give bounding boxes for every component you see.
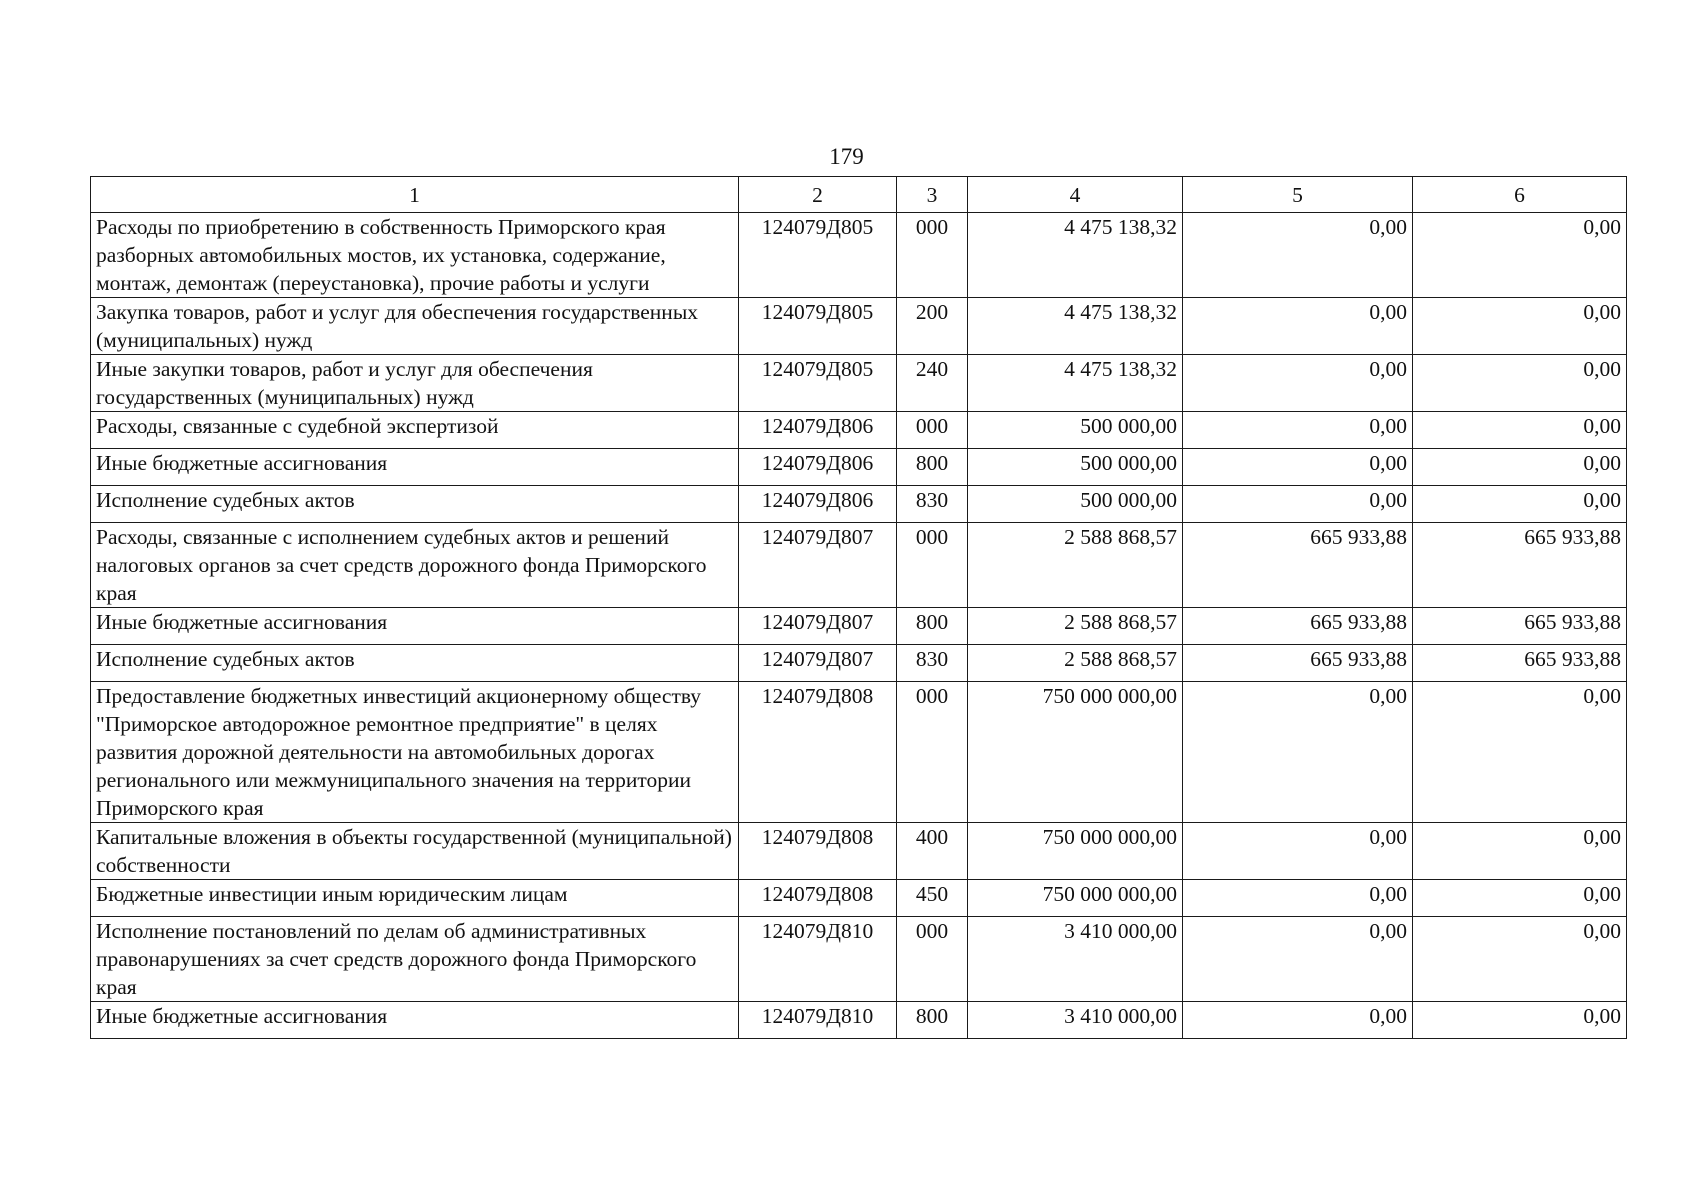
row-value-5: 0,00	[1183, 449, 1413, 486]
table-row	[91, 412, 1627, 449]
row-value-4: 2 588 868,57	[968, 608, 1183, 645]
row-value-5: 665 933,88	[1183, 645, 1413, 682]
page-number: 179	[829, 144, 864, 169]
row-value-5: 0,00	[1183, 486, 1413, 523]
row-kvr: 830	[897, 486, 968, 523]
budget-table	[90, 176, 1627, 1039]
table-row	[91, 1002, 1627, 1039]
row-name: Иные бюджетные ассигнования	[91, 449, 739, 486]
row-value-5: 0,00	[1183, 1002, 1413, 1039]
row-kvr: 000	[897, 523, 968, 608]
header-col-4: 4	[968, 177, 1183, 213]
row-name: Закупка товаров, работ и услуг для обеспечения государственных (муниципальных) нужд	[91, 298, 739, 355]
row-kvr: 000	[897, 682, 968, 823]
table-row	[91, 486, 1627, 523]
row-code: 124079Д806	[739, 486, 897, 523]
row-code: 124079Д808	[739, 682, 897, 823]
row-value-4: 3 410 000,00	[968, 1002, 1183, 1039]
row-name: Предоставление бюджетных инвестиций акционерному обществу "Приморское автодорожное ремонтное предприятие" в целях развития дорожной деятельности на автомобильных дорогах регионального или межмуниципального значения на территории Приморского края	[91, 682, 739, 823]
row-value-5: 0,00	[1183, 412, 1413, 449]
row-value-6: 0,00	[1413, 917, 1627, 1002]
row-name: Иные бюджетные ассигнования	[91, 608, 739, 645]
row-value-4: 500 000,00	[968, 449, 1183, 486]
row-kvr: 800	[897, 449, 968, 486]
row-kvr: 240	[897, 355, 968, 412]
row-code: 124079Д807	[739, 645, 897, 682]
row-value-5: 0,00	[1183, 880, 1413, 917]
header-col-2: 2	[739, 177, 897, 213]
row-value-6: 0,00	[1413, 355, 1627, 412]
row-kvr: 000	[897, 412, 968, 449]
row-code: 124079Д810	[739, 917, 897, 1002]
row-name: Исполнение судебных актов	[91, 486, 739, 523]
row-value-6: 0,00	[1413, 682, 1627, 823]
row-value-6: 0,00	[1413, 449, 1627, 486]
header-col-6: 6	[1413, 177, 1627, 213]
header-col-1: 1	[91, 177, 739, 213]
row-code: 124079Д805	[739, 355, 897, 412]
row-code: 124079Д808	[739, 823, 897, 880]
row-value-4: 500 000,00	[968, 486, 1183, 523]
row-value-5: 0,00	[1183, 213, 1413, 298]
row-value-4: 500 000,00	[968, 412, 1183, 449]
row-value-6: 0,00	[1413, 823, 1627, 880]
row-kvr: 000	[897, 213, 968, 298]
row-name: Иные закупки товаров, работ и услуг для обеспечения государственных (муниципальных) нужд	[91, 355, 739, 412]
row-kvr: 830	[897, 645, 968, 682]
row-kvr: 200	[897, 298, 968, 355]
row-code: 124079Д806	[739, 412, 897, 449]
row-value-5: 0,00	[1183, 823, 1413, 880]
row-name: Бюджетные инвестиции иным юридическим лицам	[91, 880, 739, 917]
row-code: 124079Д810	[739, 1002, 897, 1039]
table-row	[91, 213, 1627, 298]
row-code: 124079Д805	[739, 213, 897, 298]
row-name: Расходы, связанные с судебной экспертизой	[91, 412, 739, 449]
table-row	[91, 523, 1627, 608]
header-col-3: 3	[897, 177, 968, 213]
row-kvr: 400	[897, 823, 968, 880]
row-value-4: 750 000 000,00	[968, 880, 1183, 917]
row-name: Расходы, связанные с исполнением судебных актов и решений налоговых органов за счет средств дорожного фонда Приморского края	[91, 523, 739, 608]
row-code: 124079Д808	[739, 880, 897, 917]
row-code: 124079Д806	[739, 449, 897, 486]
row-value-4: 4 475 138,32	[968, 298, 1183, 355]
row-value-5: 665 933,88	[1183, 523, 1413, 608]
row-kvr: 450	[897, 880, 968, 917]
row-value-4: 3 410 000,00	[968, 917, 1183, 1002]
row-value-4: 2 588 868,57	[968, 645, 1183, 682]
row-code: 124079Д807	[739, 608, 897, 645]
row-value-5: 0,00	[1183, 355, 1413, 412]
row-value-6: 0,00	[1413, 1002, 1627, 1039]
row-value-4: 750 000 000,00	[968, 823, 1183, 880]
row-value-6: 0,00	[1413, 412, 1627, 449]
row-value-5: 0,00	[1183, 917, 1413, 1002]
row-value-6: 665 933,88	[1413, 608, 1627, 645]
table-row	[91, 355, 1627, 412]
row-value-4: 4 475 138,32	[968, 213, 1183, 298]
row-name: Исполнение судебных актов	[91, 645, 739, 682]
row-value-6: 0,00	[1413, 880, 1627, 917]
table-row	[91, 682, 1627, 823]
row-kvr: 000	[897, 917, 968, 1002]
table-row	[91, 823, 1627, 880]
row-value-6: 0,00	[1413, 213, 1627, 298]
row-name: Расходы по приобретению в собственность Приморского края разборных автомобильных мостов, их установка, содержание, монтаж, демонтаж (переустановка), прочие работы и услуги	[91, 213, 739, 298]
row-code: 124079Д805	[739, 298, 897, 355]
row-code: 124079Д807	[739, 523, 897, 608]
header-row	[91, 177, 1627, 213]
row-kvr: 800	[897, 608, 968, 645]
row-value-4: 750 000 000,00	[968, 682, 1183, 823]
row-value-6: 0,00	[1413, 298, 1627, 355]
row-value-4: 4 475 138,32	[968, 355, 1183, 412]
row-value-5: 665 933,88	[1183, 608, 1413, 645]
row-name: Капитальные вложения в объекты государственной (муниципальной) собственности	[91, 823, 739, 880]
table-row	[91, 880, 1627, 917]
row-name: Иные бюджетные ассигнования	[91, 1002, 739, 1039]
table-row	[91, 608, 1627, 645]
table-row	[91, 298, 1627, 355]
row-value-6: 665 933,88	[1413, 645, 1627, 682]
table-row	[91, 917, 1627, 1002]
row-value-5: 0,00	[1183, 682, 1413, 823]
row-value-4: 2 588 868,57	[968, 523, 1183, 608]
row-name: Исполнение постановлений по делам об административных правонарушениях за счет средств дорожного фонда Приморского края	[91, 917, 739, 1002]
row-kvr: 800	[897, 1002, 968, 1039]
row-value-5: 0,00	[1183, 298, 1413, 355]
table-row	[91, 449, 1627, 486]
row-value-6: 0,00	[1413, 486, 1627, 523]
table-row	[91, 645, 1627, 682]
header-col-5: 5	[1183, 177, 1413, 213]
row-value-6: 665 933,88	[1413, 523, 1627, 608]
